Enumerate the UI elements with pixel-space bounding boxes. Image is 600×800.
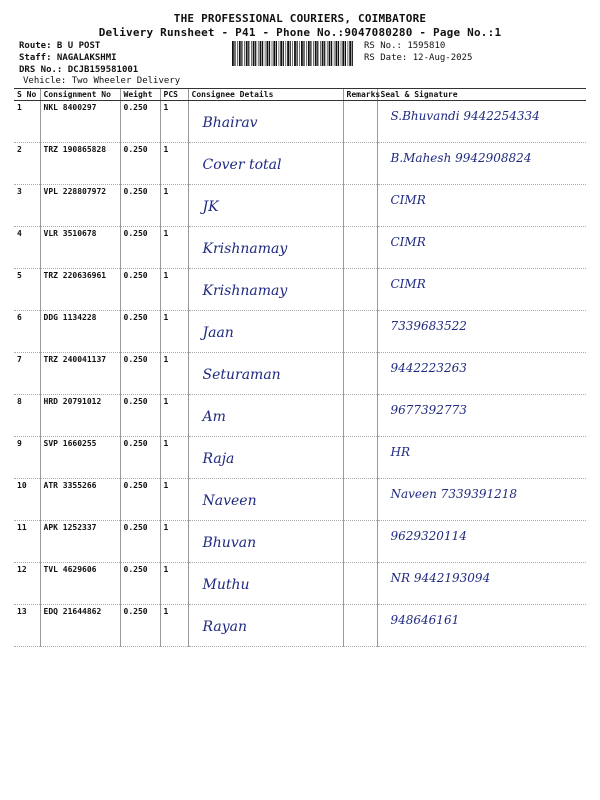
consignee-cell [188,227,343,269]
pcs-cell: 1 [160,227,188,269]
consignee-cell [188,269,343,311]
barcode-image [232,41,356,66]
barcode-bar [324,41,325,66]
signature-handwriting: B.Mahesh 9942908824 [390,151,532,165]
sno-cell: 12 [14,563,40,605]
remarks-cell [343,563,377,605]
barcode-bar [276,41,277,66]
consignee-handwriting: Am [202,409,226,425]
barcode-bar [255,41,256,66]
consignment-cell: TRZ 190865828 [40,143,120,185]
signature-cell [377,479,586,521]
consignee-handwriting: Krishnamay [202,241,288,257]
sno-cell: 11 [14,521,40,563]
remarks-cell [343,269,377,311]
pcs-cell: 1 [160,563,188,605]
pcs-cell: 1 [160,185,188,227]
weight-cell: 0.250 [120,143,160,185]
vehicle-label: Vehicle: Two Wheeler Delivery [23,76,181,86]
table-row [14,185,586,227]
table-row [14,227,586,269]
consignee-cell [188,479,343,521]
signature-handwriting: NR 9442193094 [390,571,491,585]
barcode-bar [327,41,328,66]
consignee-cell [188,521,343,563]
signature-cell [377,311,586,353]
consignee-handwriting: Cover total [202,157,282,173]
consignee-cell [188,185,343,227]
barcode-bar [317,41,318,66]
consignment-cell: NKL 8400297 [40,101,120,143]
consignee-handwriting: Rayan [202,619,247,635]
pcs-cell: 1 [160,437,188,479]
sno-cell: 6 [14,311,40,353]
consignee-cell [188,395,343,437]
consignment-cell: ATR 3355266 [40,479,120,521]
barcode-bar [234,41,235,66]
weight-cell: 0.250 [120,353,160,395]
barcode-bar [331,41,332,66]
barcode-bar [310,41,311,66]
consignment-cell: TVL 4629606 [40,563,120,605]
signature-cell [377,353,586,395]
pcs-cell: 1 [160,269,188,311]
barcode-bar [244,41,245,66]
barcode-bar [308,41,310,66]
table-header-row [14,89,586,101]
pcs-cell: 1 [160,605,188,647]
barcode-bar [301,41,303,66]
consignee-handwriting: Jaan [202,325,234,341]
staff-label: Staff: NAGALAKSHMI [19,53,117,63]
barcode-bar [280,41,282,66]
barcode-bar [315,41,317,66]
sno-cell: 2 [14,143,40,185]
barcode-bar [260,41,262,66]
drs-number: DRS No.: DCJB159581001 [19,65,139,75]
pcs-cell: 1 [160,479,188,521]
col-header-consignee: Consignee Details [188,89,343,101]
consignment-cell: SVP 1660255 [40,437,120,479]
barcode-bar [279,41,280,66]
table-row [14,395,586,437]
sno-cell: 4 [14,227,40,269]
barcode-bar [273,41,275,66]
signature-cell [377,227,586,269]
signature-handwriting: CIMR [390,277,426,291]
barcode-bar [349,41,351,66]
barcode-bar [352,41,353,66]
sno-cell: 7 [14,353,40,395]
consignment-cell: HRD 20791012 [40,395,120,437]
consignee-handwriting: Bhairav [202,115,258,131]
weight-cell: 0.250 [120,605,160,647]
weight-cell: 0.250 [120,521,160,563]
remarks-cell [343,101,377,143]
barcode-bar [283,41,284,66]
signature-cell [377,521,586,563]
signature-handwriting: CIMR [390,235,426,249]
remarks-cell [343,395,377,437]
sno-cell: 5 [14,269,40,311]
barcode-bar [241,41,242,66]
pcs-cell: 1 [160,395,188,437]
barcode-bar [342,41,344,66]
consignee-cell [188,605,343,647]
signature-handwriting: 9677392773 [390,403,467,417]
barcode-bar [297,41,298,66]
table-row [14,563,586,605]
pcs-cell: 1 [160,143,188,185]
barcode-bar [292,41,293,66]
consignment-cell: VLR 3510678 [40,227,120,269]
barcode-bar [269,41,270,66]
col-header-pcs: PCS [160,89,188,101]
table-row [14,479,586,521]
weight-cell: 0.250 [120,437,160,479]
col-header-sno: S No [14,89,40,101]
consignee-handwriting: Naveen [202,493,257,509]
barcode-bar [303,41,304,66]
weight-cell: 0.250 [120,479,160,521]
remarks-cell [343,185,377,227]
consignment-cell: DDG 1134228 [40,311,120,353]
barcode-bar [286,41,287,66]
remarks-cell [343,437,377,479]
barcode-bar [313,41,314,66]
signature-handwriting: S.Bhuvandi 9442254334 [390,109,540,123]
barcode-bar [265,41,266,66]
remarks-cell [343,353,377,395]
consignee-cell [188,437,343,479]
consignment-cell: TRZ 220636961 [40,269,120,311]
barcode-bar [267,41,269,66]
barcode-bar [262,41,263,66]
barcode-bar [239,41,241,66]
col-header-consignment: Consignment No [40,89,120,101]
route-label: Route: B U POST [19,41,101,51]
pcs-cell: 1 [160,521,188,563]
remarks-cell [343,311,377,353]
barcode-bar [348,41,349,66]
weight-cell: 0.250 [120,185,160,227]
remarks-cell [343,143,377,185]
consignee-cell [188,143,343,185]
table-row [14,437,586,479]
table-row [14,605,586,647]
weight-cell: 0.250 [120,269,160,311]
barcode-bar [329,41,331,66]
barcode-bar [258,41,259,66]
table-row [14,101,586,143]
signature-cell [377,185,586,227]
consignee-cell [188,101,343,143]
table-row [14,353,586,395]
consignee-handwriting: Krishnamay [202,283,288,299]
signature-handwriting: 948646161 [390,613,460,627]
runsheet-table [14,88,586,647]
consignee-handwriting: Muthu [202,577,250,593]
barcode-bar [299,41,300,66]
signature-handwriting: 9629320114 [390,529,467,543]
consignee-handwriting: Raja [202,451,235,467]
consignee-handwriting: Seturaman [202,367,281,383]
barcode-bar [320,41,321,66]
barcode-bar [294,41,296,66]
consignee-cell [188,563,343,605]
sno-cell: 8 [14,395,40,437]
signature-handwriting: 9442223263 [390,361,467,375]
barcode-bar [251,41,252,66]
col-header-remarks: Remarks [343,89,377,101]
barcode-bar [237,41,238,66]
weight-cell: 0.250 [120,101,160,143]
barcode-bar [338,41,339,66]
consignee-handwriting: JK [202,199,219,215]
signature-handwriting: Naveen 7339391218 [390,487,518,501]
consignment-cell: APK 1252337 [40,521,120,563]
barcode-bar [341,41,342,66]
signature-cell [377,143,586,185]
weight-cell: 0.250 [120,563,160,605]
barcode-bar [322,41,324,66]
runsheet-title: Delivery Runsheet - P41 - Phone No.:9047080280 - Page No.:1 [98,26,502,39]
consignee-cell [188,311,343,353]
barcode-bar [232,41,234,66]
barcode-bar [345,41,346,66]
signature-cell [377,101,586,143]
consignment-cell: VPL 228807972 [40,185,120,227]
rs-number: RS No.: 1595810 [364,41,446,51]
weight-cell: 0.250 [120,227,160,269]
consignee-cell [188,353,343,395]
signature-cell [377,437,586,479]
table-row [14,521,586,563]
remarks-cell [343,479,377,521]
barcode-bar [306,41,307,66]
pcs-cell: 1 [160,101,188,143]
barcode-bar [253,41,255,66]
col-header-weight: Weight [120,89,160,101]
barcode-bar [287,41,289,66]
table-row [14,311,586,353]
weight-cell: 0.250 [120,311,160,353]
signature-cell [377,395,586,437]
remarks-cell [343,605,377,647]
sno-cell: 3 [14,185,40,227]
pcs-cell: 1 [160,353,188,395]
remarks-cell [343,227,377,269]
barcode-bar [246,41,248,66]
signature-cell [377,269,586,311]
consignment-cell: EDQ 21644862 [40,605,120,647]
consignee-handwriting: Bhuvan [202,535,257,551]
remarks-cell [343,521,377,563]
table-row [14,143,586,185]
weight-cell: 0.250 [120,395,160,437]
barcode-bar [336,41,338,66]
pcs-cell: 1 [160,311,188,353]
barcode-bar [272,41,273,66]
signature-handwriting: CIMR [390,193,426,207]
consignment-cell: TRZ 240041137 [40,353,120,395]
barcode-bar [290,41,291,66]
col-header-signature: Seal & Signature [377,89,586,101]
barcode-bar [248,41,249,66]
signature-cell [377,605,586,647]
barcode-bar [334,41,335,66]
sno-cell: 10 [14,479,40,521]
signature-handwriting: HR [390,445,410,459]
sno-cell: 9 [14,437,40,479]
sno-cell: 13 [14,605,40,647]
sno-cell: 1 [14,101,40,143]
table-row [14,269,586,311]
signature-handwriting: 7339683522 [390,319,467,333]
rs-date: RS Date: 12-Aug-2025 [364,53,473,63]
signature-cell [377,563,586,605]
company-title: THE PROFESSIONAL COURIERS, COIMBATORE [173,12,427,25]
